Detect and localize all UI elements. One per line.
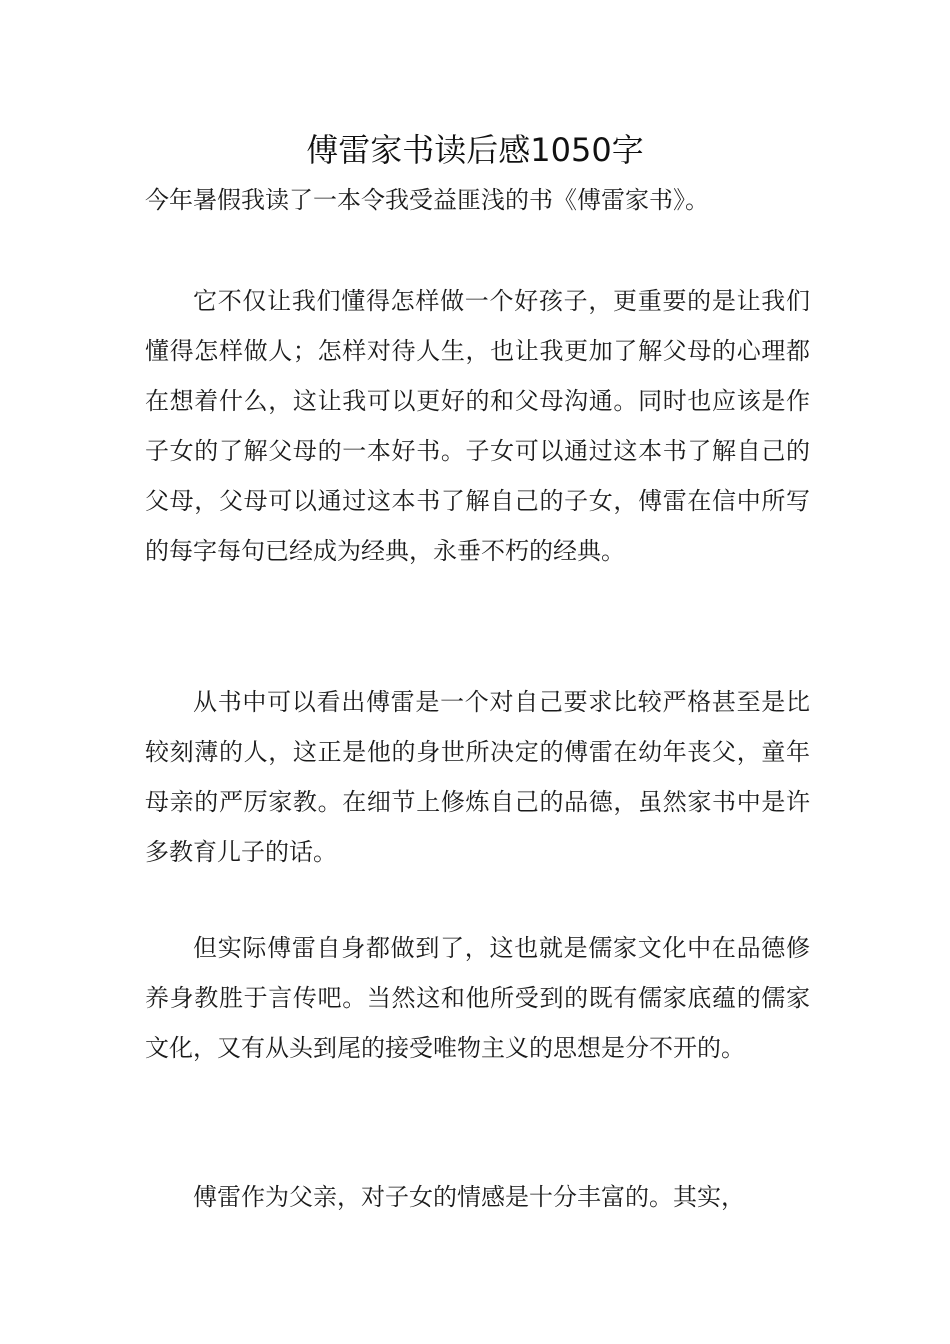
document-title: 傅雷家书读后感1050字 xyxy=(306,131,644,169)
body-paragraph-3: 但实际傅雷自身都做到了，这也就是儒家文化中在品德修养身教胜于言传吧。当然这和他所受到的既有儒家底蕴的儒家文化，又有从头到尾的接受唯物主义的思想是分不开的。 xyxy=(145,934,810,1062)
body-paragraph-2: 从书中可以看出傅雷是一个对自己要求比较严格甚至是比较刻薄的人，这正是他的身世所决定的傅雷在幼年丧父，童年母亲的严厉家教。在细节上修炼自己的品德，虽然家书中是许多教育儿子的话。 xyxy=(145,688,810,866)
intro-paragraph: 今年暑假我读了一本令我受益匪浅的书《傅雷家书》。 xyxy=(145,186,709,214)
body-paragraph-4: 傅雷作为父亲，对子女的情感是十分丰富的。其实， xyxy=(193,1183,745,1211)
body-paragraph-1: 它不仅让我们懂得怎样做一个好孩子，更重要的是让我们懂得怎样做人；怎样对待人生，也让我更加了解父母的心理都在想着什么，这让我可以更好的和父母沟通。同时也应该是作子女的了解父母的一本好书。子女可以通过这本书了解自己的父母，父母可以通过这本书了解自己的子女，傅雷在信中所写的每字每句已经成为经典，永垂不朽的经典。 xyxy=(145,287,810,565)
